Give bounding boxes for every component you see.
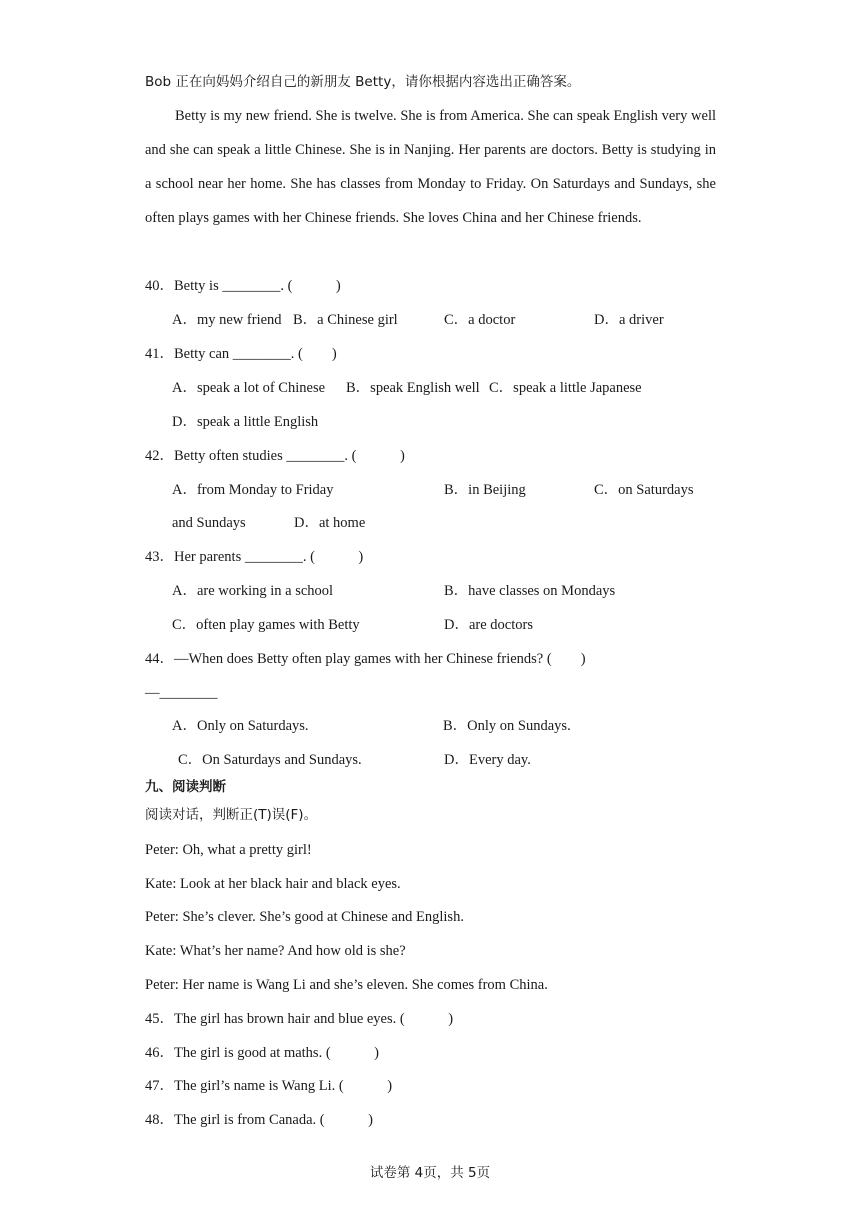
dialogue-line: Peter: Her name is Wang Li and she’s eleven. She comes from China.: [145, 977, 548, 993]
question-44-option-c[interactable]: C．On Saturdays and Sundays.: [178, 752, 362, 768]
question-43-option-b[interactable]: B．have classes on Mondays: [444, 583, 616, 599]
page-footer: 试卷第 4页，共 5页: [369, 1165, 491, 1181]
question-41-stem: 41．Betty can ________. ( ): [145, 346, 337, 362]
question-41-option-b[interactable]: B．speak English well: [346, 380, 480, 396]
question-42-option-d[interactable]: D．at home: [294, 515, 366, 531]
question-41-option-d[interactable]: D．speak a little English: [172, 414, 319, 430]
dialogue-line: Peter: Oh, what a pretty girl!: [145, 842, 312, 858]
question-41-option-c[interactable]: C．speak a little Japanese: [489, 380, 642, 396]
question-40-option-a[interactable]: A．my new friend: [172, 312, 282, 328]
question-40-stem: 40．Betty is ________. ( ): [145, 278, 341, 294]
dialogue-line: Peter: She’s clever. She’s good at Chinese and English.: [145, 909, 464, 925]
question-41-option-a[interactable]: A．speak a lot of Chinese: [172, 380, 326, 396]
question-43-option-d[interactable]: D．are doctors: [444, 617, 533, 633]
question-42-option-b[interactable]: B．in Beijing: [444, 482, 526, 498]
section-9-title: 九、阅读判断: [145, 779, 226, 795]
question-40-option-c[interactable]: C．a doctor: [444, 312, 516, 328]
question-47: 47．The girl’s name is Wang Li. ( ): [145, 1078, 393, 1094]
question-43-stem: 43．Her parents ________. ( ): [145, 549, 364, 565]
passage-text: Betty is my new friend. She is twelve. She is from America. She can speak English very well and she can speak a little Chinese. She is in Nanjing. Her parents are doctors. Betty is studying in a school near her home. She has classes from Monday to Friday. On Saturdays and Sundays, she often plays games with her Chinese friends. She loves China and her Chinese friends.: [145, 108, 716, 226]
question-42-option-c-continued[interactable]: and Sundays: [172, 515, 246, 531]
question-43-option-c[interactable]: C．often play games with Betty: [172, 617, 360, 633]
question-46: 46．The girl is good at maths. ( ): [145, 1045, 379, 1061]
question-43-option-a[interactable]: A．are working in a school: [172, 583, 334, 599]
question-40-option-b[interactable]: B．a Chinese girl: [293, 312, 398, 328]
dialogue-line: Kate: What’s her name? And how old is she?: [145, 943, 406, 959]
question-45: 45．The girl has brown hair and blue eyes. ( ): [145, 1011, 454, 1027]
question-40-option-d[interactable]: D．a driver: [594, 312, 664, 328]
question-48: 48．The girl is from Canada. ( ): [145, 1112, 373, 1128]
question-44-answer-line: —________: [145, 685, 218, 701]
question-44-option-d[interactable]: D．Every day.: [444, 752, 531, 768]
section-9-instruction: 阅读对话，判断正(T)误(F)。: [145, 807, 318, 823]
intro-text: Bob 正在向妈妈介绍自己的新朋友 Betty，请你根据内容选出正确答案。: [145, 74, 581, 90]
question-42-option-a[interactable]: A．from Monday to Friday: [172, 482, 334, 498]
dialogue-line: Kate: Look at her black hair and black eyes.: [145, 876, 401, 892]
question-44-option-b[interactable]: B．Only on Sundays.: [443, 718, 571, 734]
question-44-option-a[interactable]: A．Only on Saturdays.: [172, 718, 309, 734]
question-44-stem: 44．—When does Betty often play games with her Chinese friends? ( ): [145, 651, 586, 667]
question-42-stem: 42．Betty often studies ________. ( ): [145, 448, 405, 464]
question-42-option-c[interactable]: C．on Saturdays: [594, 482, 694, 498]
reading-passage: [145, 99, 716, 235]
